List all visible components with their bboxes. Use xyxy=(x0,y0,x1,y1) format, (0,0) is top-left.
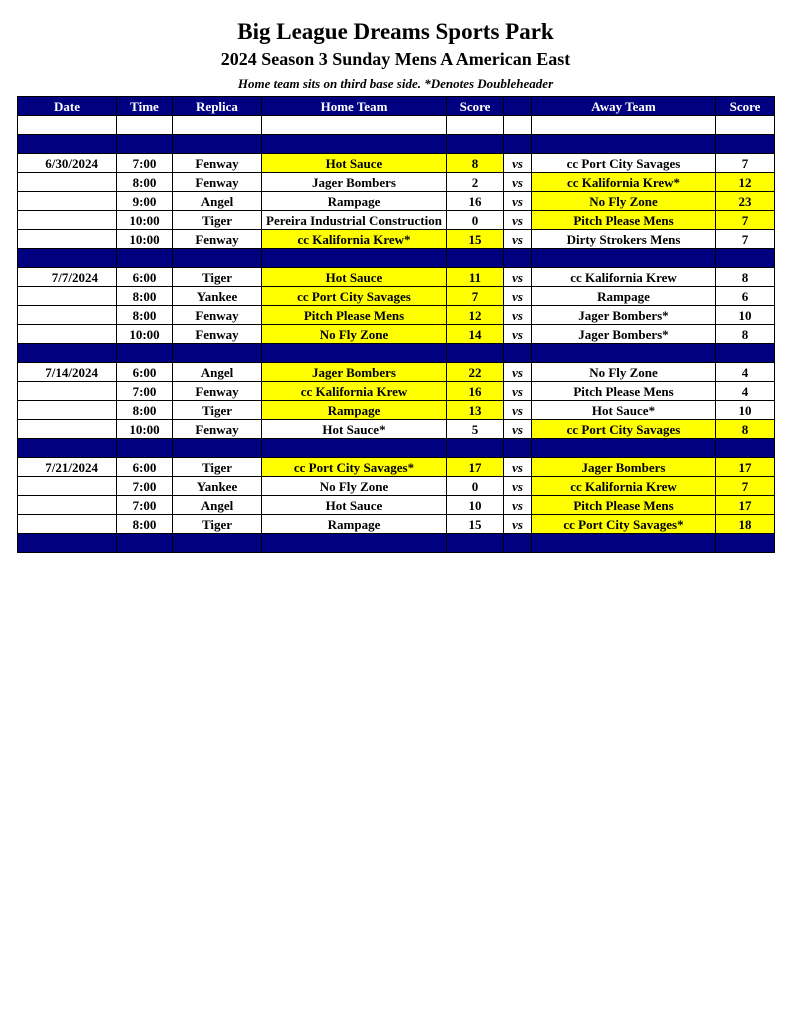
home-score: 15 xyxy=(447,515,504,534)
away-score: 23 xyxy=(716,192,775,211)
week-separator-row xyxy=(18,135,775,154)
game-row xyxy=(18,458,775,477)
vs-label: vs xyxy=(504,363,532,382)
game-time: 8:00 xyxy=(117,306,173,325)
game-row xyxy=(18,496,775,515)
game-replica-field: Tiger xyxy=(173,401,262,420)
schedule-table xyxy=(17,96,775,553)
game-replica-field: Angel xyxy=(173,363,262,382)
game-time: 7:00 xyxy=(117,382,173,401)
blank-row xyxy=(18,116,775,135)
home-team: cc Kalifornia Krew* xyxy=(262,230,447,249)
game-row xyxy=(18,477,775,496)
away-team: cc Port City Savages xyxy=(532,420,716,439)
away-score: 4 xyxy=(716,382,775,401)
game-replica-field: Fenway xyxy=(173,306,262,325)
game-time: 10:00 xyxy=(117,420,173,439)
game-date: 7/7/2024 xyxy=(18,268,117,287)
home-score: 11 xyxy=(447,268,504,287)
home-team: No Fly Zone xyxy=(262,477,447,496)
game-date xyxy=(18,230,117,249)
away-team: Jager Bombers* xyxy=(532,306,716,325)
away-team: Pitch Please Mens xyxy=(532,382,716,401)
away-score: 17 xyxy=(716,496,775,515)
col-header-vs xyxy=(504,97,532,116)
game-time: 10:00 xyxy=(117,211,173,230)
game-date xyxy=(18,401,117,420)
away-score: 7 xyxy=(716,154,775,173)
home-team: Rampage xyxy=(262,515,447,534)
game-row xyxy=(18,287,775,306)
home-score: 15 xyxy=(447,230,504,249)
game-replica-field: Angel xyxy=(173,192,262,211)
home-team: No Fly Zone xyxy=(262,325,447,344)
game-date xyxy=(18,477,117,496)
game-time: 7:00 xyxy=(117,477,173,496)
vs-label: vs xyxy=(504,325,532,344)
home-score: 0 xyxy=(447,477,504,496)
away-score: 8 xyxy=(716,268,775,287)
game-time: 6:00 xyxy=(117,268,173,287)
home-team: cc Port City Savages* xyxy=(262,458,447,477)
vs-label: vs xyxy=(504,477,532,496)
away-team: Jager Bombers xyxy=(532,458,716,477)
away-score: 18 xyxy=(716,515,775,534)
home-team: Hot Sauce xyxy=(262,496,447,515)
game-replica-field: Fenway xyxy=(173,382,262,401)
vs-label: vs xyxy=(504,458,532,477)
week-separator-row xyxy=(18,534,775,553)
game-time: 7:00 xyxy=(117,496,173,515)
game-row xyxy=(18,154,775,173)
game-time: 8:00 xyxy=(117,401,173,420)
game-row xyxy=(18,401,775,420)
schedule-body xyxy=(18,116,775,553)
home-score: 8 xyxy=(447,154,504,173)
col-header-time: Time xyxy=(117,97,173,116)
away-team: No Fly Zone xyxy=(532,363,716,382)
game-replica-field: Tiger xyxy=(173,211,262,230)
col-header-away-score: Score xyxy=(716,97,775,116)
game-row xyxy=(18,268,775,287)
game-date xyxy=(18,515,117,534)
game-date xyxy=(18,192,117,211)
week-separator-row xyxy=(18,439,775,458)
away-score: 12 xyxy=(716,173,775,192)
vs-label: vs xyxy=(504,382,532,401)
col-header-replica: Replica xyxy=(173,97,262,116)
home-score: 12 xyxy=(447,306,504,325)
game-row xyxy=(18,382,775,401)
game-date xyxy=(18,420,117,439)
game-time: 8:00 xyxy=(117,287,173,306)
game-replica-field: Fenway xyxy=(173,325,262,344)
game-replica-field: Tiger xyxy=(173,268,262,287)
game-replica-field: Yankee xyxy=(173,287,262,306)
away-score: 17 xyxy=(716,458,775,477)
home-score: 16 xyxy=(447,192,504,211)
home-team: Pereira Industrial Construction xyxy=(262,211,447,230)
game-row xyxy=(18,363,775,382)
away-team: cc Port City Savages xyxy=(532,154,716,173)
game-row xyxy=(18,420,775,439)
away-team: Pitch Please Mens xyxy=(532,496,716,515)
game-replica-field: Fenway xyxy=(173,154,262,173)
away-score: 7 xyxy=(716,477,775,496)
home-team: Jager Bombers xyxy=(262,363,447,382)
game-date: 7/21/2024 xyxy=(18,458,117,477)
away-score: 7 xyxy=(716,211,775,230)
game-replica-field: Angel xyxy=(173,496,262,515)
vs-label: vs xyxy=(504,173,532,192)
home-team: Hot Sauce xyxy=(262,268,447,287)
page-subtitle: 2024 Season 3 Sunday Mens A American East xyxy=(220,49,571,69)
week-separator-row xyxy=(18,249,775,268)
home-team: Jager Bombers xyxy=(262,173,447,192)
game-time: 6:00 xyxy=(117,458,173,477)
away-team: Rampage xyxy=(532,287,716,306)
away-score: 8 xyxy=(716,420,775,439)
game-time: 7:00 xyxy=(117,154,173,173)
home-team: Rampage xyxy=(262,192,447,211)
game-row xyxy=(18,306,775,325)
away-team: cc Kalifornia Krew xyxy=(532,477,716,496)
game-row xyxy=(18,192,775,211)
home-score: 0 xyxy=(447,211,504,230)
home-team: Pitch Please Mens xyxy=(262,306,447,325)
col-header-home-team: Home Team xyxy=(262,97,447,116)
home-team: Rampage xyxy=(262,401,447,420)
vs-label: vs xyxy=(504,287,532,306)
game-replica-field: Fenway xyxy=(173,173,262,192)
vs-label: vs xyxy=(504,496,532,515)
game-time: 8:00 xyxy=(117,515,173,534)
game-row xyxy=(18,173,775,192)
game-row xyxy=(18,230,775,249)
game-row xyxy=(18,211,775,230)
game-date xyxy=(18,325,117,344)
vs-label: vs xyxy=(504,306,532,325)
col-header-home-score: Score xyxy=(447,97,504,116)
home-score: 16 xyxy=(447,382,504,401)
home-score: 2 xyxy=(447,173,504,192)
week-separator-row xyxy=(18,344,775,363)
game-date xyxy=(18,173,117,192)
away-team: No Fly Zone xyxy=(532,192,716,211)
game-replica-field: Tiger xyxy=(173,458,262,477)
game-replica-field: Fenway xyxy=(173,230,262,249)
game-date xyxy=(18,382,117,401)
vs-label: vs xyxy=(504,154,532,173)
home-score: 10 xyxy=(447,496,504,515)
home-score: 22 xyxy=(447,363,504,382)
vs-label: vs xyxy=(504,515,532,534)
game-date xyxy=(18,211,117,230)
away-score: 8 xyxy=(716,325,775,344)
away-team: cc Kalifornia Krew xyxy=(532,268,716,287)
home-score: 5 xyxy=(447,420,504,439)
game-time: 8:00 xyxy=(117,173,173,192)
away-score: 10 xyxy=(716,306,775,325)
home-score: 7 xyxy=(447,287,504,306)
schedule-note: Home team sits on third base side. *Denotes Doubleheader xyxy=(237,76,554,91)
game-date xyxy=(18,306,117,325)
game-date: 6/30/2024 xyxy=(18,154,117,173)
game-time: 10:00 xyxy=(117,325,173,344)
home-score: 14 xyxy=(447,325,504,344)
game-date: 7/14/2024 xyxy=(18,363,117,382)
away-team: Hot Sauce* xyxy=(532,401,716,420)
vs-label: vs xyxy=(504,268,532,287)
away-score: 10 xyxy=(716,401,775,420)
vs-label: vs xyxy=(504,192,532,211)
away-score: 4 xyxy=(716,363,775,382)
game-row xyxy=(18,515,775,534)
game-replica-field: Fenway xyxy=(173,420,262,439)
vs-label: vs xyxy=(504,211,532,230)
away-score: 7 xyxy=(716,230,775,249)
game-time: 6:00 xyxy=(117,363,173,382)
home-team: Hot Sauce* xyxy=(262,420,447,439)
header-row xyxy=(18,97,775,116)
game-date xyxy=(18,287,117,306)
vs-label: vs xyxy=(504,230,532,249)
home-team: cc Kalifornia Krew xyxy=(262,382,447,401)
home-team: Hot Sauce xyxy=(262,154,447,173)
home-score: 17 xyxy=(447,458,504,477)
game-replica-field: Tiger xyxy=(173,515,262,534)
home-team: cc Port City Savages xyxy=(262,287,447,306)
away-team: cc Kalifornia Krew* xyxy=(532,173,716,192)
away-score: 6 xyxy=(716,287,775,306)
game-replica-field: Yankee xyxy=(173,477,262,496)
game-time: 10:00 xyxy=(117,230,173,249)
home-score: 13 xyxy=(447,401,504,420)
game-date xyxy=(18,496,117,515)
col-header-date: Date xyxy=(18,97,117,116)
col-header-away-team: Away Team xyxy=(532,97,716,116)
vs-label: vs xyxy=(504,420,532,439)
game-row xyxy=(18,325,775,344)
game-time: 9:00 xyxy=(117,192,173,211)
away-team: cc Port City Savages* xyxy=(532,515,716,534)
away-team: Pitch Please Mens xyxy=(532,211,716,230)
vs-label: vs xyxy=(504,401,532,420)
away-team: Jager Bombers* xyxy=(532,325,716,344)
away-team: Dirty Strokers Mens xyxy=(532,230,716,249)
page-title: Big League Dreams Sports Park xyxy=(237,19,554,44)
